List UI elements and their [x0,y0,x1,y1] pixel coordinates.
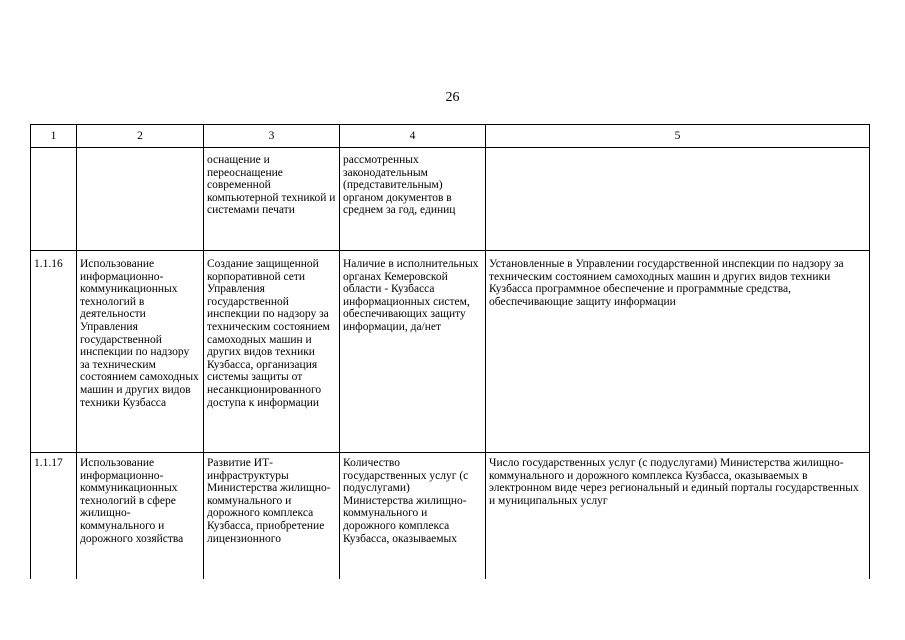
column-header-1: 1 [31,125,77,148]
table-row-continuation [31,148,870,251]
column-header-5: 5 [486,125,870,148]
cell-activity: оснащение и переоснащение современной компьютерной техникой и системами печати [204,148,340,251]
cell-activity: Развитие ИТ-инфраструктуры Министерства жилищно-коммунального и дорожного комплекса Кузбасса, приобретение лицензионного [204,453,340,580]
cell-measure: Использование информационно-коммуникационных технологий в деятельности Управления государственной инспекции по надзору за техническим состоянием самоходных машин и других видов техники Кузбасса [77,251,204,453]
table-row-1-1-17 [31,453,870,580]
cell-indicator: рассмотренных законодательным (представительным) органом документов в среднем за год, единиц [340,148,486,251]
cell-number: 1.1.16 [31,251,77,453]
cell-number [31,148,77,251]
table-header-row [31,125,870,148]
cell-indicator: Количество государственных услуг (с подуслугами) Министерства жилищно-коммунального и дорожного комплекса Кузбасса, оказываемых [340,453,486,580]
program-table [30,124,870,579]
column-header-3: 3 [204,125,340,148]
cell-result: Установленные в Управлении государственной инспекции по надзору за техническим состоянием самоходных машин и других видов техники Кузбасса программное обеспечение и программные средства, обеспечивающие защиту информации [486,251,870,453]
cell-result [486,148,870,251]
column-header-2: 2 [77,125,204,148]
cell-indicator: Наличие в исполнительных органах Кемеровской области - Кузбасса информационных систем, обеспечивающих защиту информации, да/нет [340,251,486,453]
cell-measure [77,148,204,251]
cell-activity: Создание защищенной корпоративной сети Управления государственной инспекции по надзору за техническим состоянием самоходных машин и других видов техники Кузбасса, организация системы защиты от несанкционированного доступа к информации [204,251,340,453]
cell-measure: Использование информационно-коммуникационных технологий в сфере жилищно-коммунального и дорожного хозяйства [77,453,204,580]
column-header-4: 4 [340,125,486,148]
table-row-1-1-16 [31,251,870,453]
cell-result: Число государственных услуг (с подуслугами) Министерства жилищно-коммунального и дорожного комплекса Кузбасса, оказываемых в электронном виде через региональный и единый порталы государственных и муниципальных услуг [486,453,870,580]
cell-number: 1.1.17 [31,453,77,580]
page-number: 26 [445,90,460,105]
